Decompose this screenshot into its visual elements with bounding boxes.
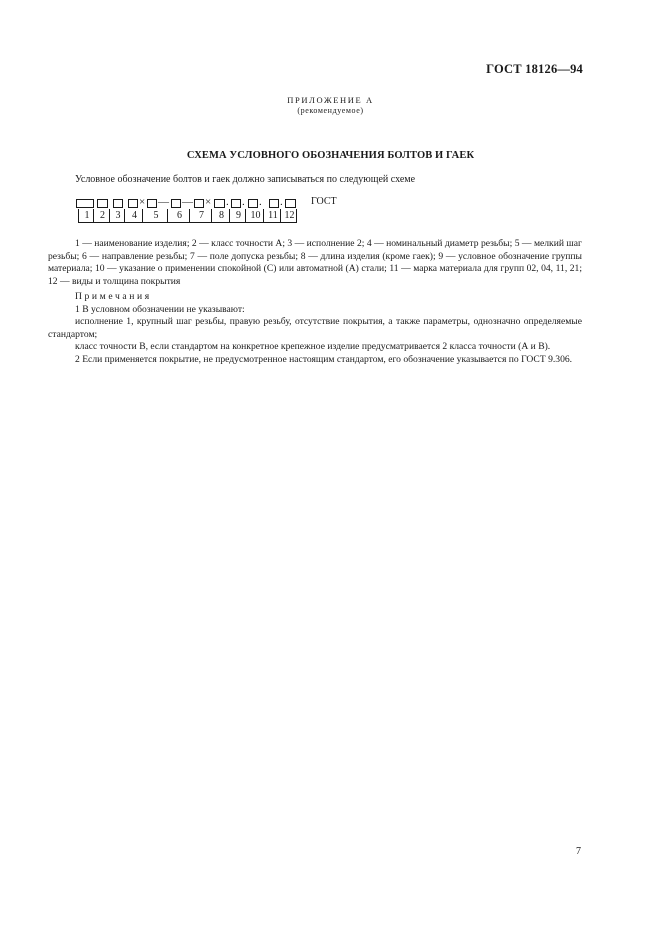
scheme-box-12 [285,199,296,208]
scheme-position-number: 10 [245,209,263,222]
scheme-gost-label: ГОСТ [311,196,337,207]
note-item: класс точности В, если стандартом на конкретное крепежное изделие предусматривается 2 класса точности (А и В). [75,341,551,353]
appendix-subtitle: (рекомендуемое) [297,106,364,115]
scheme-box-4 [128,199,138,208]
scheme-separator: × [205,196,212,208]
scheme-position-number: 2 [93,209,109,222]
appendix-title: ПРИЛОЖЕНИЕ А [287,95,374,105]
scheme-position-number: 3 [109,209,124,222]
scheme-box-8 [214,199,225,208]
document-code: ГОСТ 18126—94 [486,62,583,76]
intro-text: Условное обозначение болтов и гаек должно записываться по следующей схеме [75,174,416,185]
scheme-position-number: 1 [78,209,93,222]
scheme-underline [78,222,297,223]
scheme-box-5 [147,199,157,208]
scheme-box-10 [248,199,258,208]
notes [48,291,582,367]
scheme-separator: . [226,196,229,208]
scheme-separator: — [158,196,169,208]
scheme-position-number: 11 [263,209,280,222]
scheme-position-number: 12 [280,209,297,222]
scheme-position-number: 9 [229,209,245,222]
scheme-position-number: 8 [211,209,229,222]
designation-scheme [59,196,359,226]
scheme-box-1 [76,199,94,208]
section-title: СХЕМА УСЛОВНОГО ОБОЗНАЧЕНИЯ БОЛТОВ И ГАЕК [186,150,475,161]
scheme-separator: . [259,196,262,208]
scheme-position-number: 4 [124,209,142,222]
page-number: 7 [576,846,581,857]
scheme-position-number: 7 [189,209,211,222]
scheme-box-11 [269,199,279,208]
scheme-separator: — [182,196,193,208]
scheme-box-2 [97,199,108,208]
note-item: 1 В условном обозначении не указывают: [75,303,245,315]
scheme-position-number: 6 [167,209,189,222]
scheme-box-7 [194,199,204,208]
note-item: исполнение 1, крупный шаг резьбы, правую резьбу, отсутствие покрытия, а также параметры, однозначно определяемые стандартом; [48,316,582,340]
scheme-box-9 [231,199,241,208]
notes-heading: Примечания [75,291,152,302]
scheme-box-3 [113,199,123,208]
legend-text: 1 — наименование изделия; 2 — класс точности А; 3 — исполнение 2; 4 — номинальный диаметр резьбы; 5 — мелкий шаг резьбы; 6 — направление резьбы; 7 — поле допуска резьбы; 8 — длина изделия (кроме гаек); 9 — условное обозначение группы материала; 10 — указание о применении спокойной (С) или автоматной (А) стали; 11 — марка материала для групп 02, 04, 11, 21; 12 — виды и толщина покрытия [48,238,582,287]
scheme-position-number: 5 [142,209,167,222]
scheme-box-6 [171,199,181,208]
scheme-separator: × [139,196,146,208]
scheme-separator: . [280,196,283,208]
note-item: 2 Если применяется покрытие, не предусмотренное настоящим стандартом, его обозначение указывается по ГОСТ 9.306. [75,353,573,365]
scheme-separator: . [242,196,245,208]
